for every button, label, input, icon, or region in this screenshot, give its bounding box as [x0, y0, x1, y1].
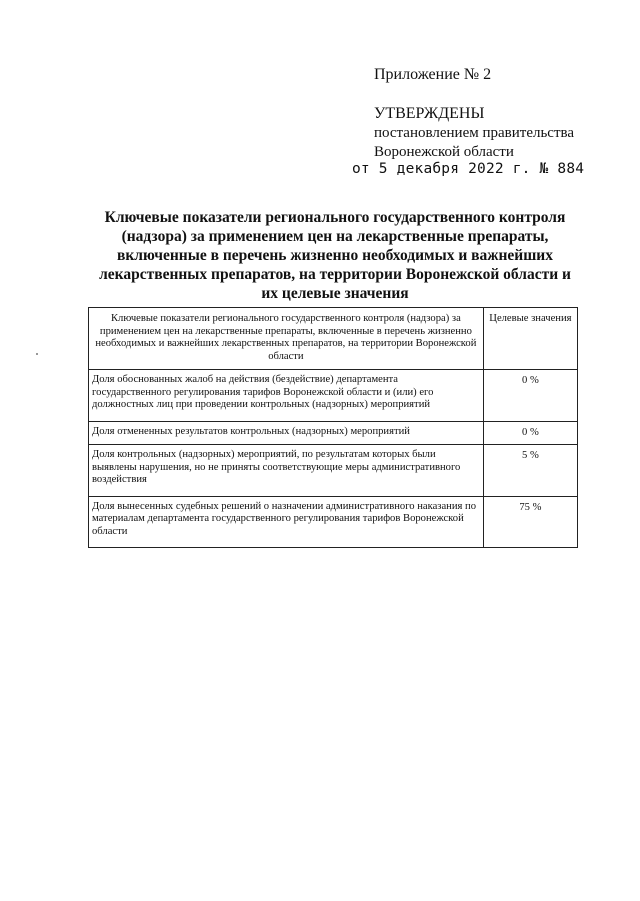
scan-speck	[36, 353, 38, 355]
appendix-label: Приложение № 2	[374, 66, 492, 83]
value-cell: 5 %	[483, 445, 577, 497]
table-row	[89, 370, 578, 422]
document-title: Ключевые показатели регионального государственного контроля (надзора) за применением цен на лекарственные препараты, включенные в перечень жизненно необходимых и важнейших лекарственных препаратов, на территории Воронежской области и их целевые значения	[99, 209, 571, 302]
value-cell: 75 %	[483, 496, 577, 548]
indicator-cell: Доля контрольных (надзорных) мероприятий, по результатам которых были выявлены нарушения, но не приняты соответствующие меры административного воздействия	[89, 445, 484, 497]
table-row	[89, 445, 578, 497]
indicator-cell: Доля вынесенных судебных решений о назначении административного наказания по материалам департамента государственного регулирования тарифов Воронежской области	[89, 496, 484, 548]
indicators-table	[88, 307, 578, 548]
approval-block	[374, 104, 574, 162]
approved-title: УТВЕРЖДЕНЫ	[374, 105, 485, 122]
header-indicator: Ключевые показатели регионального государственного контроля (надзора) за применением цен на лекарственные препараты, включенные в перечень жизненно необходимых и важнейших лекарственных препаратов, на территории Воронежской области	[89, 308, 484, 370]
decree-stamp: от 5 декабря 2022 г. № 884	[352, 161, 585, 177]
table-row	[89, 421, 578, 445]
table-header-row	[89, 308, 578, 370]
value-cell: 0 %	[483, 421, 577, 445]
indicator-cell: Доля отмененных результатов контрольных (надзорных) мероприятий	[89, 421, 484, 445]
approved-line-2: Воронежской области	[374, 144, 514, 160]
approved-line-1: постановлением правительства	[374, 125, 575, 141]
header-target-values: Целевые значения	[483, 308, 577, 370]
indicator-cell: Доля обоснованных жалоб на действия (бездействие) департамента государственного регулирования тарифов Воронежской области и (или) его должностных лиц при проведении контрольных (надзорных) мероприятий	[89, 370, 484, 422]
table-row	[89, 496, 578, 548]
value-cell: 0 %	[483, 370, 577, 422]
